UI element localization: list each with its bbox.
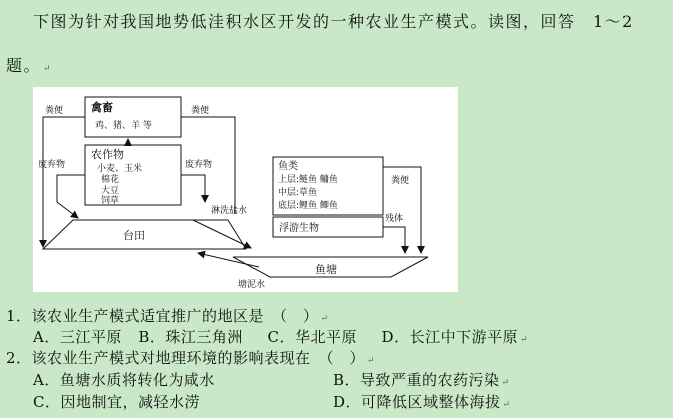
salt-wash-arrow (193, 220, 251, 248)
q1-option-a: A．三江平原 (33, 328, 122, 346)
waste-right-arrow (181, 175, 205, 202)
diagram-svg (33, 87, 458, 292)
return-mark-icon: ↵ (501, 378, 510, 388)
waste-left-arrow (57, 175, 85, 218)
question-1: 1．该农业生产模式适宜推广的地区是 （ ） ↵ (6, 307, 329, 325)
crops-item-1: 棉花 (101, 175, 120, 185)
q1-option-c: C．华北平原 (267, 328, 357, 346)
intro-line-1: 下图为针对我国地势低洼积水区开发的一种农业生产模式。读图，回答 1～2 (33, 12, 634, 31)
waste-left-label: 废弃物 (38, 160, 66, 170)
intro-line-2: 题。 ↵ (6, 56, 53, 75)
pond-mud-label: 塘泥水 (238, 280, 266, 290)
question-2: 2．该农业生产模式对地理环境的影响表现在 （ ） ↵ (6, 349, 376, 367)
crops-item-3: 饲草 (101, 196, 120, 206)
livestock-items: 鸡、猪、羊 等 (95, 121, 152, 131)
fish-layer-2: 底层:鲤鱼 鲫鱼 (278, 201, 338, 211)
q1-option-b: B．珠江三角洲 (138, 328, 243, 346)
return-mark-icon: ↵ (320, 314, 329, 324)
livestock-title: 禽畜 (91, 101, 113, 114)
crops-title: 农作物 (91, 148, 124, 161)
return-mark-icon: ↵ (367, 356, 376, 366)
platform-label: 台田 (123, 229, 145, 242)
waste-right-label: 废弃物 (185, 160, 213, 170)
agriculture-model-diagram (33, 87, 458, 292)
manure-left-arrow (43, 117, 85, 247)
residue-label: 残体 (385, 214, 404, 224)
q2-option-b: B．导致严重的农药污染 ↵ (333, 371, 510, 389)
manure-left-label: 粪便 (45, 106, 64, 116)
pond-mud-arrow (198, 253, 259, 267)
fish-manure-label: 粪便 (391, 176, 410, 186)
fish-layer-1: 中层:草鱼 (278, 188, 318, 198)
return-mark-icon: ↵ (43, 64, 53, 74)
crops-item-2: 大豆 (101, 186, 120, 196)
return-mark-icon: ↵ (502, 400, 511, 410)
q2-option-c: C．因地制宜，减轻水涝 (33, 393, 200, 411)
fish-layer-0: 上层:鲢鱼 鳙鱼 (278, 175, 338, 185)
plankton-label: 浮游生物 (279, 223, 319, 234)
return-mark-icon: ↵ (520, 335, 529, 345)
salt-wash-label: 淋洗盐水 (211, 206, 248, 216)
fish-title: 鱼类 (278, 161, 298, 172)
question-1-options (33, 326, 528, 347)
manure-right-label: 粪便 (191, 106, 210, 116)
q1-option-d: D．长江中下游平原 (381, 328, 519, 346)
residue-arrow (383, 227, 405, 253)
q2-option-a: A．鱼塘水质将转化为咸水 (33, 371, 215, 389)
crops-item-0: 小麦、玉米 (97, 164, 143, 174)
pond-label: 鱼塘 (315, 263, 337, 276)
q2-option-d: D．可降低区域整体海拔 ↵ (333, 393, 511, 411)
